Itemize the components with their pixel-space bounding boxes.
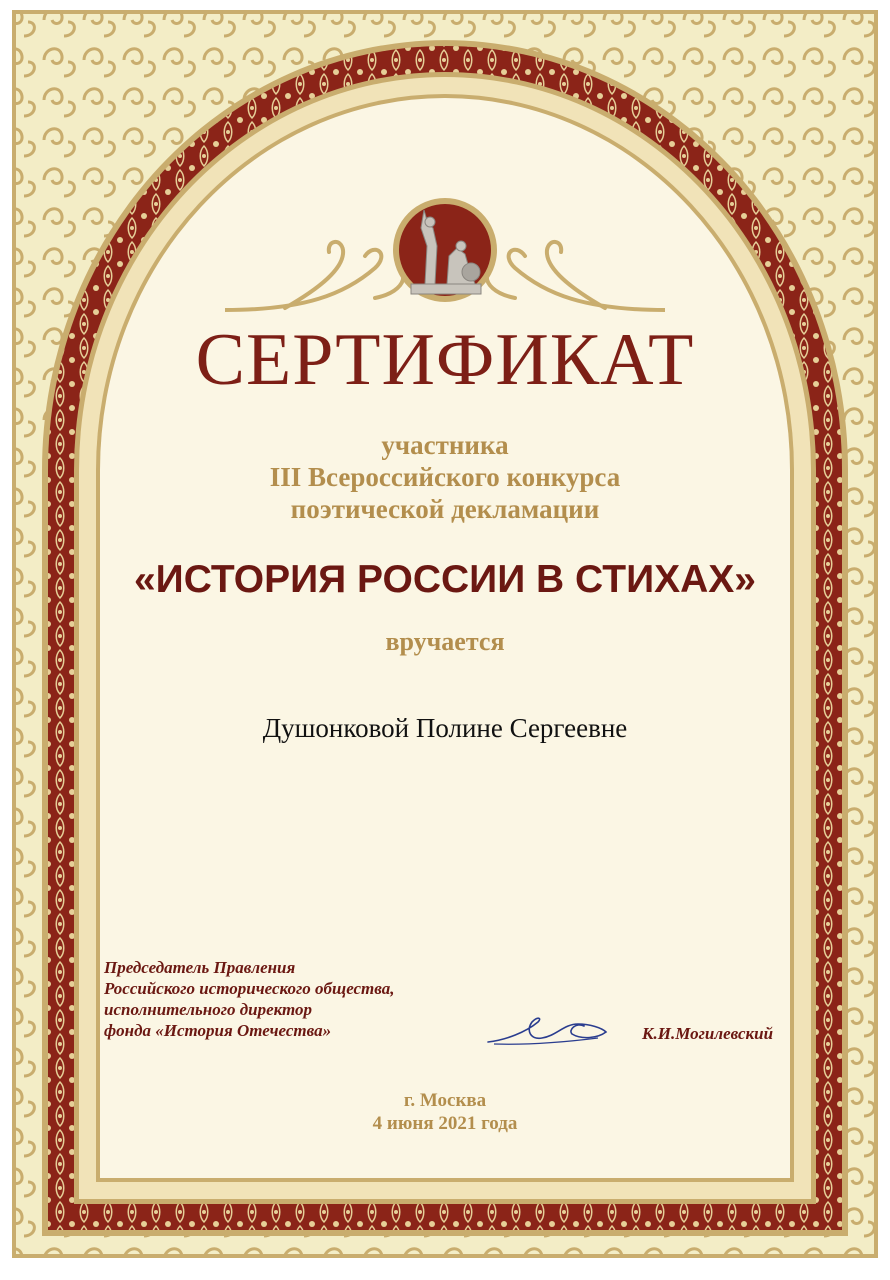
- issue-date: 4 июня 2021 года: [372, 1113, 518, 1134]
- certificate-title: СЕРТИФИКАТ: [195, 319, 695, 401]
- position-line-4: фонда «История Отечества»: [104, 1021, 332, 1040]
- position-line-2: Российского исторического общества,: [104, 979, 395, 998]
- emblem-header: [225, 198, 665, 318]
- city-label: г. Москва: [403, 1090, 487, 1111]
- contest-name: «ИСТОРИЯ РОССИИ В СТИХАХ»: [133, 558, 756, 601]
- signer-name: К.И.Могилевский: [642, 1024, 774, 1043]
- handwritten-signature: [486, 1012, 611, 1052]
- position-line-1: Председатель Правления: [104, 958, 296, 977]
- signatory-position: [104, 957, 395, 1041]
- subtitle-line-2: III Всероссийского конкурса: [269, 462, 621, 492]
- position-line-3: исполнительного директор: [104, 1000, 313, 1019]
- subtitle-line-1: участника: [381, 430, 509, 460]
- awarded-label: вручается: [385, 627, 505, 656]
- recipient-name: Душонковой Полине Сергеевне: [262, 713, 628, 743]
- subtitle-line-3: поэтической декламации: [290, 494, 600, 524]
